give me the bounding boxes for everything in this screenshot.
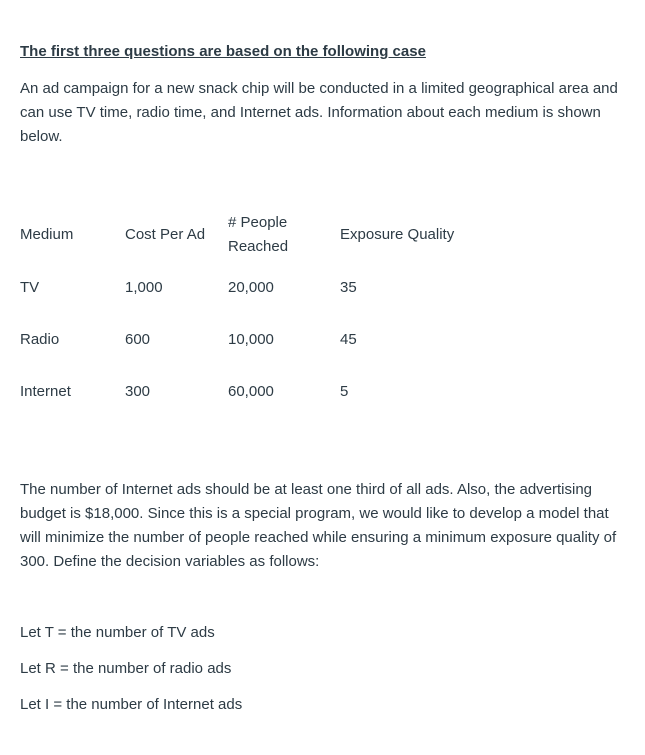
definition-tv: Let T = the number of TV ads xyxy=(20,624,215,641)
header-exposure-quality: Exposure Quality xyxy=(340,226,455,243)
table-header-row xyxy=(20,208,540,262)
header-cost-per-ad: Cost Per Ad xyxy=(125,226,206,243)
cell-medium: TV xyxy=(20,279,40,296)
cell-medium: Internet xyxy=(20,383,71,400)
cell-reached: 10,000 xyxy=(228,331,274,348)
cell-quality: 5 xyxy=(340,383,349,400)
header-medium: Medium xyxy=(20,226,74,243)
cell-reached: 20,000 xyxy=(228,279,274,296)
cell-cost: 300 xyxy=(125,383,151,400)
header-people-reached-label: # People Reached xyxy=(228,214,289,255)
table-row xyxy=(20,262,540,314)
table-row xyxy=(20,314,540,366)
cell-medium: Radio xyxy=(20,331,60,348)
definition-internet: Let I = the number of Internet ads xyxy=(20,696,243,713)
cell-reached: 60,000 xyxy=(228,383,274,400)
header-people-reached xyxy=(228,208,340,262)
cell-quality: 45 xyxy=(340,331,357,348)
cell-cost: 600 xyxy=(125,331,151,348)
variable-definitions xyxy=(20,622,242,730)
section-heading: The first three questions are based on the following case xyxy=(20,43,426,60)
definition-radio: Let R = the number of radio ads xyxy=(20,660,232,677)
media-table xyxy=(20,208,540,418)
intro-paragraph: An ad campaign for a new snack chip will be conducted in a limited geographical area and can use TV time, radio time, and Internet ads. Information about each medium is shown below. xyxy=(20,80,618,145)
table-row xyxy=(20,366,540,418)
cell-quality: 35 xyxy=(340,279,357,296)
cell-cost: 1,000 xyxy=(125,279,163,296)
constraints-paragraph: The number of Internet ads should be at least one third of all ads. Also, the advertising budget is $18,000. Since this is a special program, we would like to develop a model that will minimize the number of people reached while ensuring a minimum exposure quality of 300. Define the decision variables as follows: xyxy=(20,481,617,570)
